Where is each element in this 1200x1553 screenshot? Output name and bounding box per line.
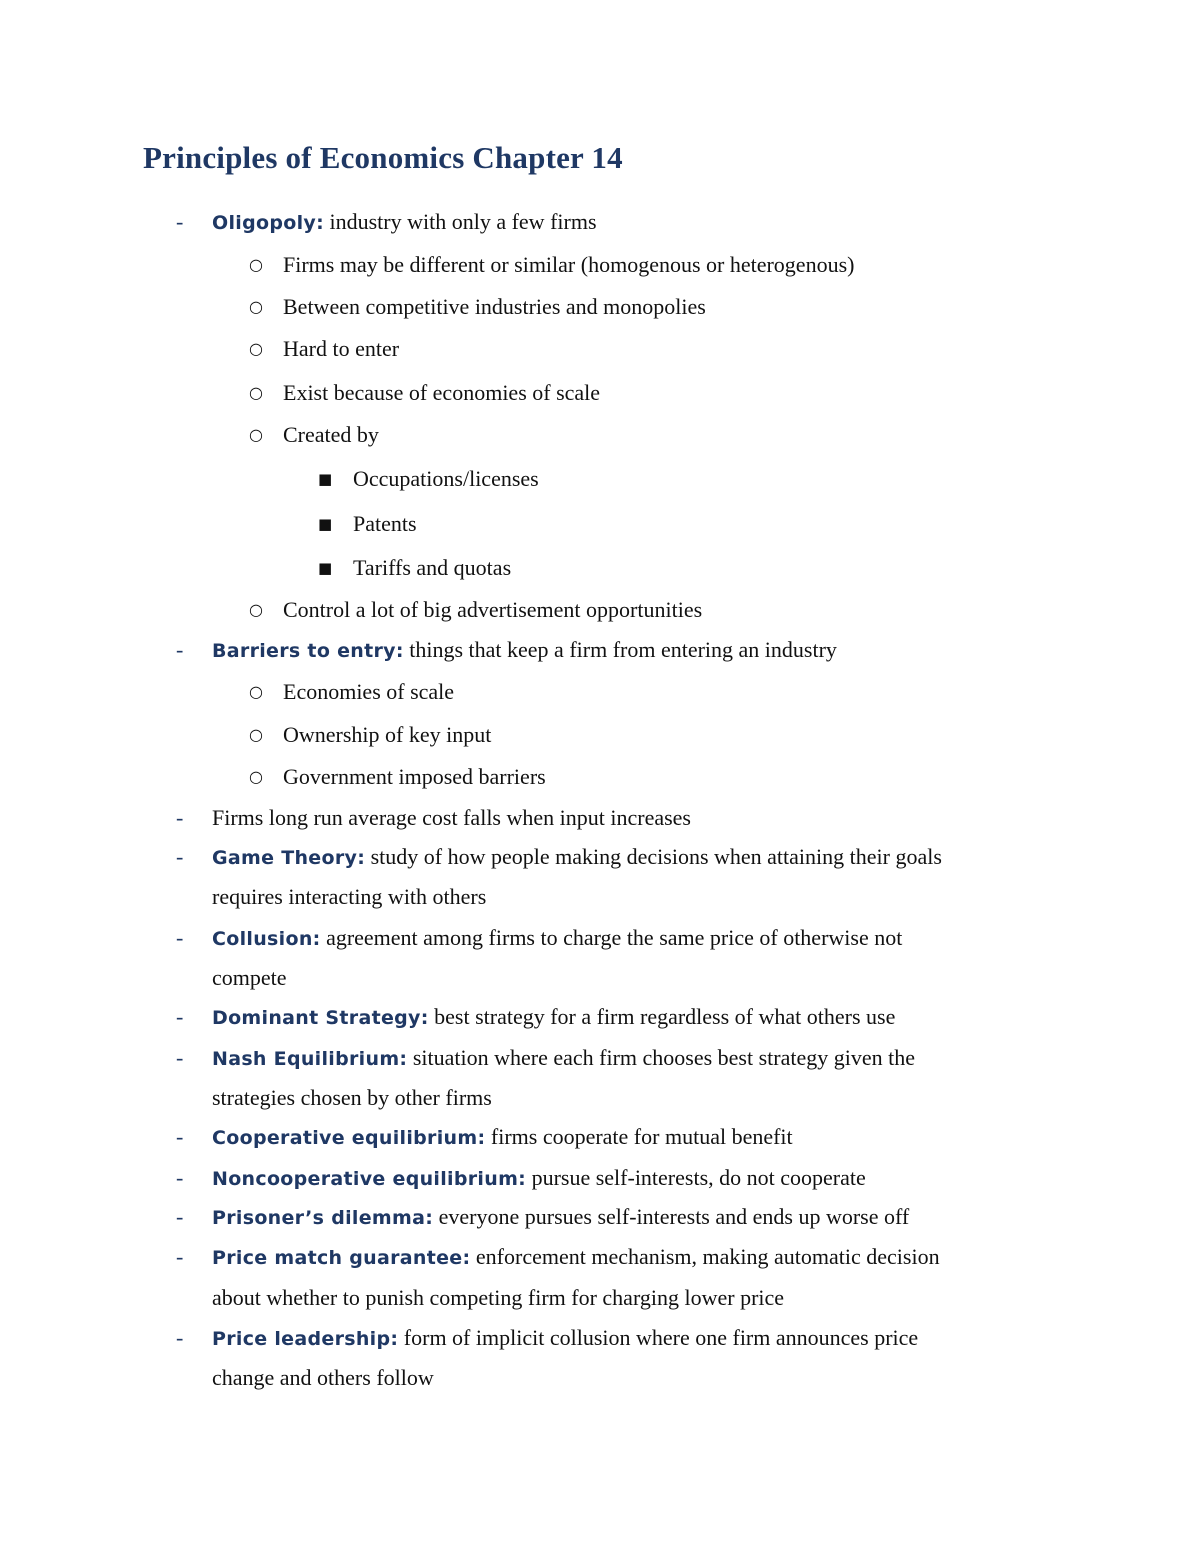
page-title: Principles of Economics Chapter 14 xyxy=(143,140,623,175)
sub-sub-item-text: Tariffs and quotas xyxy=(353,555,512,580)
term-label: Cooperative equilibrium: xyxy=(212,1127,486,1149)
continuation-text: strategies chosen by other firms xyxy=(212,1085,492,1110)
term-label: Noncooperative equilibrium: xyxy=(212,1168,527,1190)
continuation-text: about whether to punish competing firm for charging lower price xyxy=(212,1285,785,1310)
sub-sub-item-text: Occupations/licenses xyxy=(353,466,539,491)
continuation-text: requires interacting with others xyxy=(212,884,487,909)
sub-sub-item-text: Patents xyxy=(353,511,417,536)
definition-text: pursue self-interests, do not cooperate xyxy=(526,1165,866,1190)
term-label: Barriers to entry: xyxy=(212,640,404,662)
sub-item-text: Economies of scale xyxy=(283,679,455,704)
circle-bullet: ○ xyxy=(249,682,263,701)
sub-item-text: Ownership of key input xyxy=(283,722,492,747)
list-item-text: Firms long run average cost falls when input increases xyxy=(212,805,691,830)
circle-bullet: ○ xyxy=(249,425,263,444)
list-item-text xyxy=(212,837,942,878)
dash-bullet: - xyxy=(176,209,184,234)
dash-bullet: - xyxy=(176,1204,184,1229)
definition-text: best strategy for a firm regardless of what others use xyxy=(428,1004,896,1029)
sub-item-text: Created by xyxy=(283,422,379,447)
definition-text: firms cooperate for mutual benefit xyxy=(485,1124,793,1149)
term-label: Price match guarantee: xyxy=(212,1247,471,1269)
definition-text: study of how people making decisions when attaining their goals xyxy=(365,844,942,869)
dash-bullet: - xyxy=(176,637,184,662)
dash-bullet: - xyxy=(176,1004,184,1029)
dash-bullet: - xyxy=(176,1124,184,1149)
definition-text: everyone pursues self-interests and ends up worse off xyxy=(433,1204,910,1229)
circle-bullet: ○ xyxy=(249,767,263,786)
definition-text: agreement among firms to charge the same price of otherwise not xyxy=(320,925,903,950)
definition-text: industry with only a few firms xyxy=(323,209,597,234)
circle-bullet: ○ xyxy=(249,339,263,358)
list-item-text xyxy=(212,1197,909,1238)
term-label: Dominant Strategy: xyxy=(212,1007,429,1029)
sub-item-text: Control a lot of big advertisement opportunities xyxy=(283,597,703,622)
square-bullet: ■ xyxy=(318,559,333,577)
list-item-text xyxy=(212,202,597,243)
circle-bullet: ○ xyxy=(249,600,263,619)
term-label: Prisoner’s dilemma: xyxy=(212,1207,434,1229)
definition-text: enforcement mechanism, making automatic decision xyxy=(470,1244,940,1269)
list-item-text xyxy=(212,1038,915,1079)
term-label: Price leadership: xyxy=(212,1328,399,1350)
list-item-text xyxy=(212,1237,940,1278)
circle-bullet: ○ xyxy=(249,297,263,316)
dash-bullet: - xyxy=(176,925,184,950)
definition-text: things that keep a firm from entering an industry xyxy=(403,637,837,662)
sub-item-text: Exist because of economies of scale xyxy=(283,380,601,405)
dash-bullet: - xyxy=(176,1165,184,1190)
sub-item-text: Firms may be different or similar (homogenous or heterogenous) xyxy=(283,252,855,277)
list-item-text xyxy=(212,1117,793,1158)
term-label: Collusion: xyxy=(212,928,321,950)
continuation-text: compete xyxy=(212,965,287,990)
square-bullet: ■ xyxy=(318,470,333,488)
list-item-text xyxy=(212,997,895,1038)
term-label: Nash Equilibrium: xyxy=(212,1048,408,1070)
term-label: Game Theory: xyxy=(212,847,366,869)
dash-bullet: - xyxy=(176,1045,184,1070)
definition-text: form of implicit collusion where one firm announces price xyxy=(398,1325,919,1350)
definition-text: situation where each firm chooses best strategy given the xyxy=(407,1045,916,1070)
sub-item-text: Government imposed barriers xyxy=(283,764,546,789)
dash-bullet: - xyxy=(176,844,184,869)
sub-item-text: Between competitive industries and monopolies xyxy=(283,294,706,319)
circle-bullet: ○ xyxy=(249,255,263,274)
dash-bullet: - xyxy=(176,1244,184,1269)
list-item-text xyxy=(212,1158,866,1199)
circle-bullet: ○ xyxy=(249,725,263,744)
list-item-text xyxy=(212,1318,918,1359)
continuation-text: change and others follow xyxy=(212,1365,434,1390)
term-label: Oligopoly: xyxy=(212,212,324,234)
list-item-text xyxy=(212,918,902,959)
sub-item-text: Hard to enter xyxy=(283,336,400,361)
list-item-text xyxy=(212,630,837,671)
dash-bullet: - xyxy=(176,805,184,830)
circle-bullet: ○ xyxy=(249,383,263,402)
dash-bullet: - xyxy=(176,1325,184,1350)
square-bullet: ■ xyxy=(318,515,333,533)
